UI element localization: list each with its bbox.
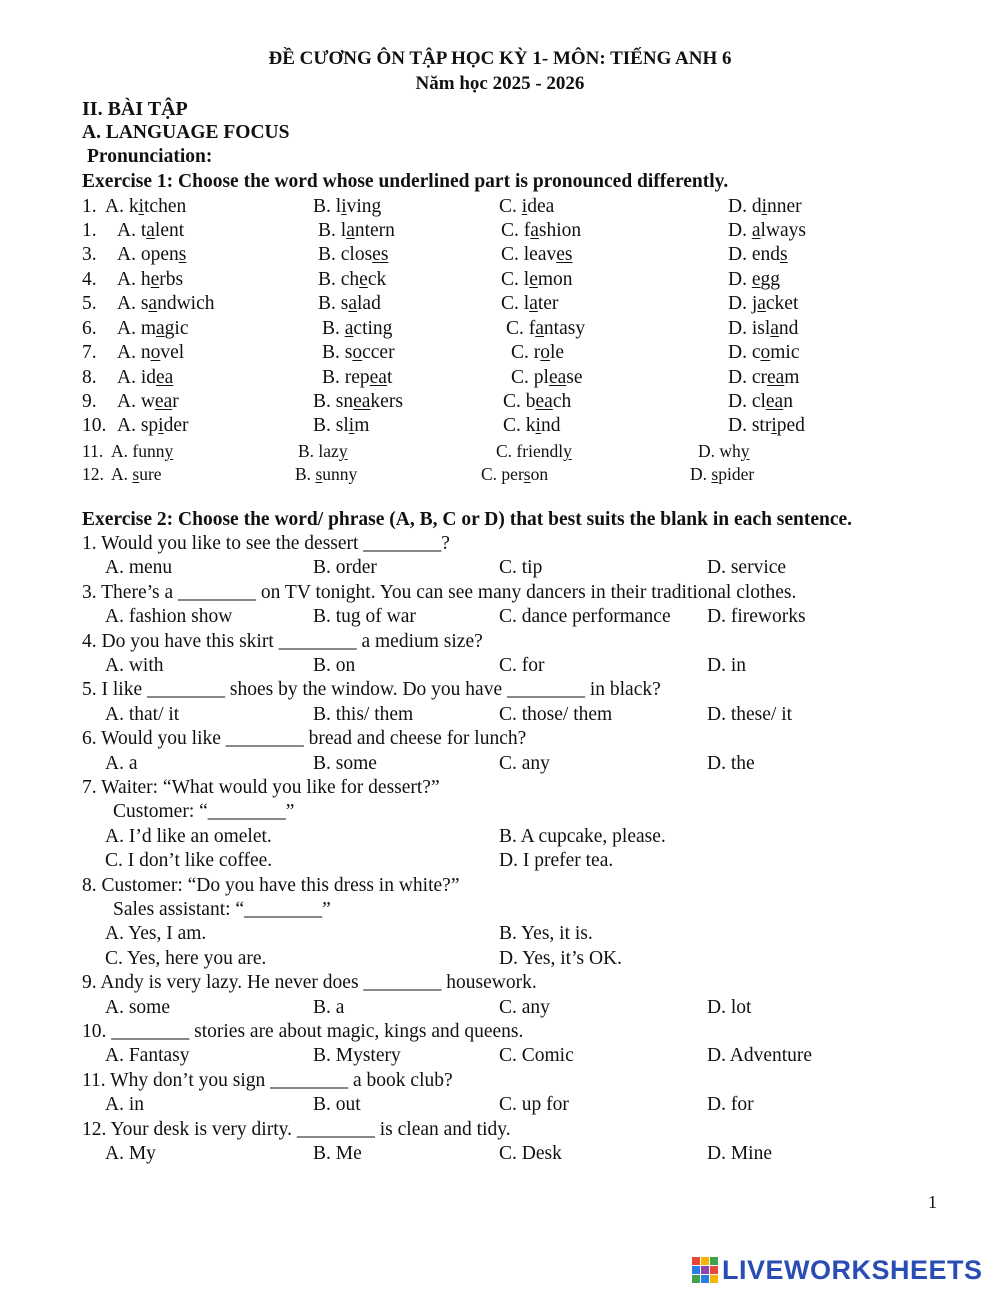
question-text: 3. There’s a ________ on TV tonight. You can see many dancers in their traditional clothes.: [82, 582, 797, 603]
question-number: 10.: [82, 415, 107, 436]
underlined-part: a: [757, 293, 766, 314]
underlined-part: s: [711, 464, 719, 484]
option-b: B. sunny: [295, 464, 358, 484]
question-text: 12. Your desk is very dirty. ________ is clean and tidy.: [82, 1119, 511, 1140]
option-c: C. fashion: [501, 220, 582, 241]
underlined-part: ea: [369, 367, 387, 388]
question-number: 9.: [82, 391, 97, 412]
underlined-part: e: [751, 269, 761, 290]
liveworksheets-logo: [692, 1255, 983, 1285]
option-d: D. island: [728, 318, 799, 339]
underlined-part: i: [761, 196, 768, 217]
underlined-part: s: [780, 244, 788, 265]
options-row: [0, 947, 1000, 971]
answer-option[interactable]: C. any: [499, 753, 550, 774]
underlined-part: y: [740, 441, 750, 461]
exercise1-row: [0, 462, 1000, 486]
answer-option[interactable]: D. service: [707, 557, 787, 578]
answer-option[interactable]: D. lot: [707, 997, 752, 1018]
option-d: D. dinner: [728, 196, 802, 217]
exercise2-heading: Exercise 2: Choose the word/ phrase (A, B, C or D) that best suits the blank in each sentence.: [82, 509, 853, 530]
question-number: 3.: [82, 244, 97, 265]
option-b: B. salad: [318, 293, 381, 314]
logo-tile: [692, 1275, 700, 1283]
options-row: [0, 849, 1000, 873]
answer-option[interactable]: A. a: [105, 753, 138, 774]
option-a: A. sandwich: [117, 293, 215, 314]
answer-option[interactable]: A. fashion show: [105, 606, 233, 627]
options-row: [0, 605, 1000, 629]
answer-option[interactable]: B. tug of war: [313, 606, 416, 627]
answer-option[interactable]: C. dance performance: [499, 606, 671, 627]
options-row: [0, 1093, 1000, 1117]
underlined-part: s: [315, 464, 323, 484]
logo-tile: [710, 1275, 718, 1283]
underlined-part: a: [148, 293, 158, 314]
answer-option[interactable]: A. some: [105, 997, 170, 1018]
logo-tile: [701, 1257, 709, 1265]
answer-option[interactable]: A. with: [105, 655, 164, 676]
answer-option[interactable]: A. I’d like an omelet.: [105, 826, 272, 847]
underlined-part: s: [132, 464, 140, 484]
exercise1-row: [0, 243, 1000, 267]
underlined-part: i: [348, 415, 355, 436]
option-d: D. striped: [728, 415, 805, 436]
answer-option[interactable]: D. for: [707, 1094, 754, 1115]
option-c: C. later: [501, 293, 559, 314]
option-d: D. spider: [690, 464, 755, 484]
underlined-part: y: [164, 441, 174, 461]
options-row: [0, 1142, 1000, 1166]
answer-option[interactable]: B. order: [313, 557, 377, 578]
answer-option[interactable]: C. Comic: [499, 1045, 574, 1066]
underlined-part: a: [156, 318, 165, 339]
question-number: 5.: [82, 293, 97, 314]
logo-tile: [692, 1257, 700, 1265]
underlined-part: s: [523, 464, 531, 484]
option-c: C. person: [481, 464, 549, 484]
underlined-part: o: [352, 342, 363, 363]
logo-tile: [710, 1266, 718, 1274]
options-row: [0, 703, 1000, 727]
option-b: B. living: [313, 196, 382, 217]
question-number: 7.: [82, 342, 97, 363]
answer-option[interactable]: B. Yes, it is.: [499, 923, 593, 944]
answer-option[interactable]: C. those/ them: [499, 704, 613, 725]
underlined-part: ea: [154, 391, 173, 412]
logo-tile: [710, 1257, 718, 1265]
question-text: 4. Do you have this skirt ________ a medium size?: [82, 631, 483, 652]
answer-option[interactable]: D. I prefer tea.: [499, 850, 614, 871]
option-a: A. idea: [117, 367, 174, 388]
options-row: [0, 752, 1000, 776]
answer-option[interactable]: B. Mystery: [313, 1045, 401, 1066]
underlined-part: a: [535, 318, 544, 339]
underlined-part: o: [150, 342, 161, 363]
underlined-part: y: [563, 441, 572, 461]
underlined-part: s: [178, 244, 187, 265]
underlined-part: ea: [765, 391, 784, 412]
question-number: 1.: [82, 196, 97, 217]
question-number: 6.: [82, 318, 97, 339]
answer-option[interactable]: D. these/ it: [707, 704, 793, 725]
question-text: 10. ________ stories are about magic, kings and queens.: [82, 1021, 524, 1042]
exercise1-row: [0, 341, 1000, 365]
underlined-part: a: [146, 220, 155, 241]
underlined-part: i: [535, 415, 541, 436]
option-a: A. sure: [111, 464, 162, 484]
exercise1-row: [0, 390, 1000, 414]
option-a: A. magic: [117, 318, 189, 339]
answer-option[interactable]: A. menu: [105, 557, 173, 578]
underlined-part: ea: [535, 391, 553, 412]
underlined-part: es: [556, 244, 573, 265]
answer-option[interactable]: B. this/ them: [313, 704, 414, 725]
underlined-part: i: [521, 196, 528, 217]
option-c: C. idea: [499, 196, 555, 217]
logo-tile: [701, 1275, 709, 1283]
underlined-part: i: [341, 196, 347, 217]
exercise1-row: [0, 195, 1000, 219]
option-a: A. spider: [117, 415, 189, 436]
answer-option[interactable]: A. Fantasy: [105, 1045, 190, 1066]
option-a: A. opens: [117, 244, 187, 265]
exercise1-row: [0, 439, 1000, 463]
logo-tile: [701, 1266, 709, 1274]
underlined-part: o: [540, 342, 550, 363]
underlined-part: ea: [353, 391, 371, 412]
answer-option[interactable]: B. a: [313, 997, 345, 1018]
underlined-part: a: [751, 220, 761, 241]
question-text: 8. Customer: “Do you have this dress in white?”: [82, 875, 460, 896]
section-subpart: A. LANGUAGE FOCUS: [82, 122, 290, 143]
underlined-part: es: [372, 244, 389, 265]
option-d: D. egg: [728, 269, 780, 290]
underlined-part: ea: [766, 367, 785, 388]
underlined-part: i: [158, 415, 164, 436]
option-c: C. beach: [503, 391, 572, 412]
answer-option[interactable]: B. Me: [313, 1143, 362, 1164]
underlined-part: o: [760, 342, 771, 363]
answer-option[interactable]: A. in: [105, 1094, 144, 1115]
options-row: [0, 556, 1000, 580]
school-year: Năm học 2025 - 2026: [415, 73, 585, 94]
option-c: C. leaves: [501, 244, 573, 265]
section-part: II. BÀI TẬP: [82, 98, 188, 120]
option-a: A. talent: [117, 220, 185, 241]
option-b: B. closes: [318, 244, 389, 265]
underlined-part: a: [344, 318, 354, 339]
question-number: 1.: [82, 220, 97, 241]
option-b: B. check: [318, 269, 387, 290]
question-text: 9. Andy is very lazy. He never does ________ housework.: [82, 972, 537, 993]
underlined-part: a: [348, 293, 358, 314]
question-text: 11. Why don’t you sign ________ a book club?: [82, 1070, 453, 1091]
underlined-part: i: [138, 196, 145, 217]
question-text: 1. Would you like to see the dessert ________?: [82, 533, 450, 554]
document-title: ĐỀ CƯƠNG ÔN TẬP HỌC KỲ 1- MÔN: TIẾNG ANH 6: [268, 48, 732, 69]
option-c: C. fantasy: [506, 318, 586, 339]
exercise1-row: [0, 414, 1000, 438]
answer-option[interactable]: C. Yes, here you are.: [105, 948, 267, 969]
question-text: 6. Would you like ________ bread and cheese for lunch?: [82, 728, 527, 749]
answer-option[interactable]: B. A cupcake, please.: [499, 826, 666, 847]
exercise1-heading: Exercise 1: Choose the word whose underlined part is pronounced differently.: [82, 171, 729, 192]
question-text: 5. I like ________ shoes by the window. Do you have ________ in black?: [82, 679, 661, 700]
option-c: C. role: [511, 342, 565, 363]
option-b: B. slim: [313, 415, 370, 436]
answer-option[interactable]: D. Yes, it’s OK.: [499, 948, 622, 969]
option-a: A. kitchen: [105, 196, 187, 217]
answer-option[interactable]: C. Desk: [499, 1143, 562, 1164]
underlined-part: a: [770, 318, 779, 339]
page-number: 1: [928, 1192, 937, 1212]
option-c: C. kind: [503, 415, 561, 436]
options-row: [0, 654, 1000, 678]
exercise1-row: [0, 366, 1000, 390]
options-row: [0, 922, 1000, 946]
question-number: 12.: [82, 464, 104, 484]
question-number: 11.: [82, 441, 104, 461]
option-d: D. comic: [728, 342, 800, 363]
answer-option[interactable]: D. the: [707, 753, 755, 774]
underlined-part: ea: [156, 367, 174, 388]
liveworksheets-icon: [692, 1257, 718, 1283]
logo-tile: [692, 1266, 700, 1274]
option-b: B. lazy: [298, 441, 348, 461]
question-number: 4.: [82, 269, 97, 290]
liveworksheets-wordmark: LIVEWORKSHEETS: [722, 1254, 983, 1285]
underlined-part: e: [529, 269, 538, 290]
underlined-part: a: [530, 220, 539, 241]
answer-option[interactable]: C. any: [499, 997, 550, 1018]
option-c: C. friendly: [496, 441, 572, 461]
question-prompt: Customer: “________”: [113, 801, 295, 822]
underlined-part: a: [346, 220, 355, 241]
underlined-part: ea: [548, 367, 567, 388]
answer-option[interactable]: C. tip: [499, 557, 543, 578]
option-d: D. jacket: [728, 293, 799, 314]
answer-option[interactable]: B. some: [313, 753, 377, 774]
exercise1-row: [0, 268, 1000, 292]
answer-option[interactable]: B. on: [313, 655, 356, 676]
answer-option[interactable]: D. Mine: [707, 1143, 772, 1164]
option-d: D. ends: [728, 244, 788, 265]
answer-option[interactable]: A. that/ it: [105, 704, 180, 725]
question-prompt: Sales assistant: “________”: [113, 899, 331, 920]
question-number: 8.: [82, 367, 97, 388]
underlined-part: e: [150, 269, 160, 290]
option-a: A. wear: [117, 391, 179, 412]
answer-option[interactable]: A. My: [105, 1143, 156, 1164]
option-b: B. soccer: [322, 342, 395, 363]
options-row: [0, 996, 1000, 1020]
option-b: B. lantern: [318, 220, 395, 241]
underlined-part: e: [359, 269, 368, 290]
option-d: D. always: [728, 220, 806, 241]
exercise1-row: [0, 219, 1000, 243]
option-d: D. why: [698, 441, 750, 461]
underlined-part: a: [529, 293, 538, 314]
answer-option[interactable]: A. Yes, I am.: [105, 923, 207, 944]
answer-option[interactable]: B. out: [313, 1094, 361, 1115]
option-a: A. herbs: [117, 269, 184, 290]
answer-option[interactable]: D. fireworks: [707, 606, 806, 627]
answer-option[interactable]: D. in: [707, 655, 746, 676]
section-topic: Pronunciation:: [87, 146, 213, 167]
option-c: C. lemon: [501, 269, 573, 290]
exercise1-row: [0, 292, 1000, 316]
options-row: [0, 825, 1000, 849]
underlined-part: y: [338, 441, 348, 461]
option-b: B. repeat: [322, 367, 393, 388]
option-d: D. cream: [728, 367, 800, 388]
answer-option[interactable]: D. Adventure: [707, 1045, 813, 1066]
option-a: A. funny: [111, 441, 174, 461]
option-b: B. acting: [322, 318, 393, 339]
answer-option[interactable]: C. up for: [499, 1094, 569, 1115]
answer-option[interactable]: C. I don’t like coffee.: [105, 850, 273, 871]
option-b: B. sneakers: [313, 391, 403, 412]
underlined-part: i: [771, 415, 777, 436]
answer-option[interactable]: C. for: [499, 655, 545, 676]
options-row: [0, 1044, 1000, 1068]
question-text: 7. Waiter: “What would you like for dessert?”: [82, 777, 440, 798]
option-c: C. please: [511, 367, 583, 388]
exercise1-row: [0, 317, 1000, 341]
option-d: D. clean: [728, 391, 793, 412]
option-a: A. novel: [117, 342, 185, 363]
